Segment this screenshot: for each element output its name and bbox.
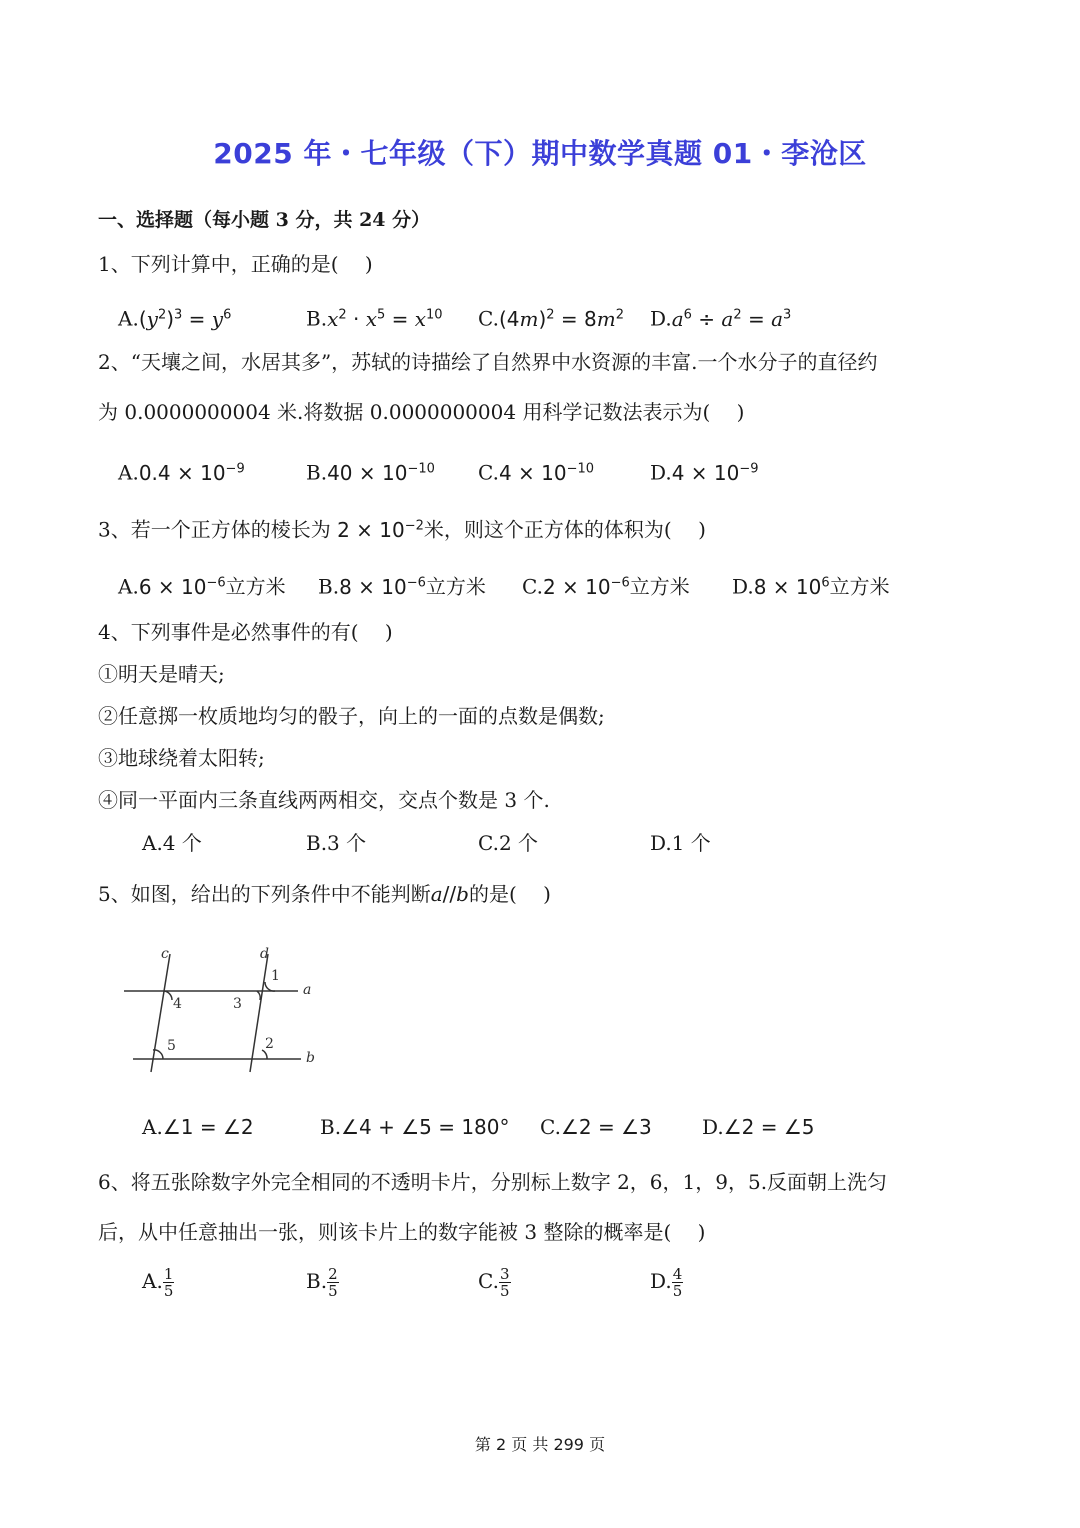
page-footer: 第 2 页 共 299 页	[474, 1435, 606, 1454]
question-4-stem: 4、下列事件是必然事件的有( )	[98, 620, 393, 644]
q1-option-a: $A.(y^2)^3 = y^6$	[118, 306, 232, 331]
q3-option-c: $C.2 \times 10^{-6}$立方米	[522, 574, 690, 599]
q5-option-c: C.∠2 = ∠3	[540, 1115, 652, 1139]
q1-option-b: $B.x^2 \cdot x^5 = x^{10}$	[306, 306, 443, 331]
q4-item-4: ④同一平面内三条直线两两相交，交点个数是 3 个.	[98, 788, 550, 812]
question-1-stem: 1、下列计算中，正确的是( )	[98, 252, 373, 276]
q6-option-b: B. $\frac{2}{5}$	[306, 1265, 338, 1300]
label-4: 4	[173, 996, 182, 1012]
q2-option-d: $D.4 \times 10^{-9}$	[650, 460, 759, 485]
q4-option-c: C.2 个	[478, 831, 539, 855]
q2-option-c: $C.4 \times 10^{-10}$	[478, 460, 595, 485]
label-3: 3	[233, 996, 242, 1012]
label-c: c	[161, 946, 169, 962]
angle-arc-4	[164, 991, 172, 1000]
q1-option-c: $C.(4m)^2 = 8m^2$	[478, 306, 624, 331]
parallel-lines-figure	[115, 940, 325, 1080]
section-heading: 一、选择题（每小题 3 分，共 24 分）	[98, 209, 431, 231]
angle-arc-3	[257, 991, 260, 1000]
q5-option-a: A.∠1 = ∠2	[142, 1115, 254, 1139]
q2-option-a: $A.0.4 \times 10^{-9}$	[118, 460, 245, 485]
question-5-stem: 5、如图，给出的下列条件中不能判断a//b的是( )	[98, 882, 551, 906]
q2-option-b: $B.40 \times 10^{-10}$	[306, 460, 435, 485]
q3-option-d: $D.8 \times 10^6$立方米	[732, 574, 890, 599]
label-b: b	[306, 1050, 315, 1066]
q3-option-b: $B.8 \times 10^{-6}$立方米	[318, 574, 486, 599]
label-d: d	[260, 946, 269, 962]
q4-option-b: B.3 个	[306, 831, 367, 855]
line-c	[151, 954, 170, 1072]
question-6-stem-line1: 6、将五张除数字外完全相同的不透明卡片，分别标上数字 2，6，1，9，5.反面朝上洗匀	[98, 1170, 888, 1194]
q6-option-d: D. $\frac{4}{5}$	[650, 1265, 683, 1300]
q4-item-1: ①明天是晴天;	[98, 662, 225, 686]
question-2-stem-line2: 为 0.0000000004 米.将数据 0.0000000004 用科学记数法表示为( )	[98, 400, 745, 424]
question-2-stem-line1: 2、“天壤之间，水居其多”，苏轼的诗描绘了自然界中水资源的丰富.一个水分子的直径约	[98, 350, 878, 374]
question-6-stem-line2: 后，从中任意抽出一张，则该卡片上的数字能被 3 整除的概率是( )	[98, 1220, 706, 1244]
label-a: a	[303, 982, 312, 998]
label-5: 5	[167, 1038, 176, 1054]
q3-option-a: $A.6 \times 10^{-6}$立方米	[118, 574, 286, 599]
q4-option-a: A.4 个	[142, 831, 202, 855]
q4-item-2: ②任意掷一枚质地均匀的骰子，向上的一面的点数是偶数;	[98, 704, 605, 728]
q6-option-c: C. $\frac{3}{5}$	[478, 1265, 510, 1300]
page-title: 2025 年・七年级（下）期中数学真题 01・李沧区	[213, 137, 867, 170]
q4-item-3: ③地球绕着太阳转;	[98, 746, 265, 770]
label-2: 2	[265, 1036, 274, 1052]
q6-option-a: A. $\frac{1}{5}$	[142, 1265, 174, 1300]
question-3-stem: 3、若一个正方体的棱长为 $2 \times 10^{-2}$米，则这个正方体的体积为( )	[98, 517, 706, 542]
q1-option-d: $D.a^6 \div a^2 = a^3$	[650, 306, 792, 331]
q4-option-d: D.1 个	[650, 831, 711, 855]
label-1: 1	[271, 968, 280, 984]
q5-option-d: D.∠2 = ∠5	[702, 1115, 815, 1139]
line-d	[250, 954, 268, 1072]
q5-option-b: B.∠4 + ∠5 = 180°	[320, 1115, 510, 1139]
